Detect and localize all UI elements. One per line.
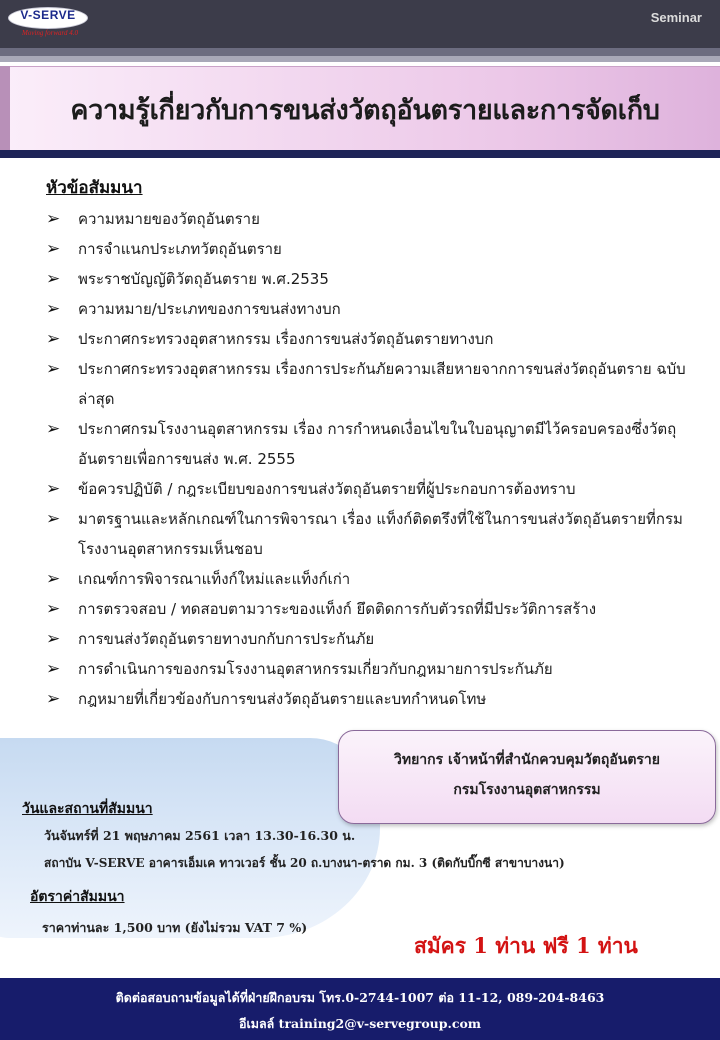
topic-item bbox=[46, 294, 696, 324]
speaker-line-2: กรมโรงงานอุตสาหกรรม bbox=[453, 782, 601, 798]
topic-item bbox=[46, 234, 696, 264]
header-stripe bbox=[0, 48, 720, 56]
header-stripe-light bbox=[0, 56, 720, 62]
topic-text: เกณฑ์การพิจารณาแท็งก์ใหม่และแท็งก์เก่า bbox=[78, 570, 351, 588]
arrow-bullet-icon: ➢ bbox=[46, 209, 61, 229]
topic-text: กฎหมายที่เกี่ยวข้องกับการขนส่งวัตถุอันตรายและบทกำหนดโทษ bbox=[78, 690, 487, 708]
top-bar bbox=[0, 0, 720, 48]
topic-text: การจำแนกประเภทวัตถุอันตราย bbox=[78, 240, 282, 258]
logo-text: V-SERVE bbox=[20, 8, 76, 22]
arrow-bullet-icon: ➢ bbox=[46, 419, 61, 439]
arrow-bullet-icon: ➢ bbox=[46, 329, 61, 349]
speaker-line-1: วิทยากร เจ้าหน้าที่สำนักควบคุมวัตถุอันตราย bbox=[393, 752, 660, 768]
arrow-bullet-icon: ➢ bbox=[46, 689, 61, 709]
seminar-fee: ราคาท่านละ 1,500 บาท (ยังไม่รวม VAT 7 %) bbox=[42, 920, 308, 935]
v-serve-logo bbox=[8, 5, 88, 41]
topic-text: พระราชบัญญัติวัตถุอันตราย พ.ศ.2535 bbox=[78, 270, 329, 288]
arrow-bullet-icon: ➢ bbox=[46, 239, 61, 259]
topic-item bbox=[46, 354, 696, 414]
arrow-bullet-icon: ➢ bbox=[46, 269, 61, 289]
topic-text: ความหมายของวัตถุอันตราย bbox=[78, 210, 260, 228]
topic-item bbox=[46, 264, 696, 294]
topic-item bbox=[46, 324, 696, 354]
contact-footer bbox=[0, 978, 720, 1040]
seminar-venue: สถาบัน V-SERVE อาคารเอ็มเค ทาวเวอร์ ชั้น 20 ถ.บางนา-ตราด กม. 3 (ติดกับบิ๊กซี สาขาบางนา) bbox=[44, 856, 565, 870]
arrow-bullet-icon: ➢ bbox=[46, 569, 61, 589]
topic-text: ข้อควรปฏิบัติ / กฎระเบียบของการขนส่งวัตถุอันตรายที่ผู้ประกอบการต้องทราบ bbox=[78, 480, 576, 498]
footer-contact: ติดต่อสอบถามข้อมูลได้ที่ฝ่ายฝึกอบรม โทร.0-2744-1007 ต่อ 11-12, 089-204-8463 bbox=[115, 990, 605, 1005]
arrow-bullet-icon: ➢ bbox=[46, 479, 61, 499]
topic-item bbox=[46, 654, 696, 684]
title-underline-bar bbox=[0, 150, 720, 158]
title-band-cap bbox=[0, 66, 10, 150]
topic-item bbox=[46, 504, 696, 564]
topic-item bbox=[46, 564, 696, 594]
footer-email[interactable]: อีเมลล์ training2@v-servegroup.com bbox=[238, 1016, 482, 1031]
topic-text: การดำเนินการของกรมโรงงานอุตสาหกรรมเกี่ยวกับกฎหมายการประกันภัย bbox=[78, 660, 553, 678]
arrow-bullet-icon: ➢ bbox=[46, 599, 61, 619]
arrow-bullet-icon: ➢ bbox=[46, 299, 61, 319]
fee-heading: อัตราค่าสัมมนา bbox=[30, 889, 125, 905]
topic-text: ประกาศกรมโรงงานอุตสาหกรรม เรื่อง การกำหนดเงื่อนไขในใบอนุญาตมีไว้ครอบครองซึ่งวัตถุอันตรายเพื่อการขนส่ง พ.ศ. 2555 bbox=[78, 420, 677, 468]
arrow-bullet-icon: ➢ bbox=[46, 659, 61, 679]
topic-text: ประกาศกระทรวงอุตสาหกรรม เรื่องการประกันภัยความเสียหายจากการขนส่งวัตถุอันตราย ฉบับล่าสุด bbox=[78, 360, 686, 408]
page-title: ความรู้เกี่ยวกับการขนส่งวัตถุอันตรายและการจัดเก็บ bbox=[70, 95, 660, 126]
topic-item bbox=[46, 684, 696, 714]
arrow-bullet-icon: ➢ bbox=[46, 629, 61, 649]
promo-text: สมัคร 1 ท่าน ฟรี 1 ท่าน bbox=[414, 933, 638, 958]
topic-text: มาตรฐานและหลักเกณฑ์ในการพิจารณา เรื่อง แท็งก์ติดตรึงที่ใช้ในการขนส่งวัตถุอันตรายที่กรมโรงงานอุตสาหกรรมเห็นชอบ bbox=[78, 510, 683, 558]
topics-list bbox=[46, 204, 696, 714]
arrow-bullet-icon: ➢ bbox=[46, 359, 61, 379]
topic-text: การขนส่งวัตถุอันตรายทางบกกับการประกันภัย bbox=[78, 630, 375, 648]
logo-tagline: Moving forward 4.0 bbox=[22, 29, 78, 37]
topic-text: ประกาศกระทรวงอุตสาหกรรม เรื่องการขนส่งวัตถุอันตรายทางบก bbox=[78, 330, 494, 348]
arrow-bullet-icon: ➢ bbox=[46, 509, 61, 529]
seminar-date: วันจันทร์ที่ 21 พฤษภาคม 2561 เวลา 13.30-16.30 น. bbox=[44, 828, 356, 843]
date-venue-heading: วันและสถานที่สัมมนา bbox=[22, 801, 153, 817]
topic-text: การตรวจสอบ / ทดสอบตามวาระของแท็งก์ ยึดติดการกับตัวรถที่มีประวัติการสร้าง bbox=[78, 600, 597, 618]
topics-heading: หัวข้อสัมมนา bbox=[46, 178, 143, 198]
topic-item bbox=[46, 204, 696, 234]
topic-text: ความหมาย/ประเภทของการขนส่งทางบก bbox=[78, 300, 341, 318]
topic-item bbox=[46, 414, 696, 474]
topic-item bbox=[46, 594, 696, 624]
topic-item bbox=[46, 624, 696, 654]
category-label: Seminar bbox=[650, 10, 702, 25]
topic-item bbox=[46, 474, 696, 504]
speaker-box bbox=[338, 730, 716, 824]
